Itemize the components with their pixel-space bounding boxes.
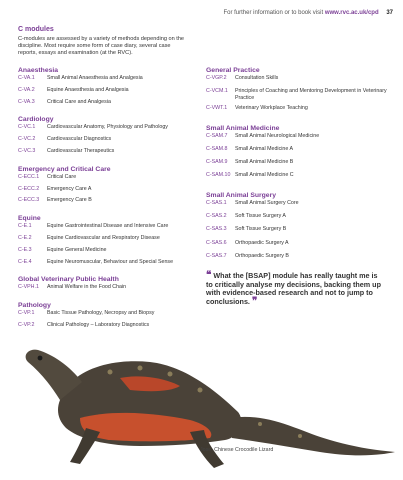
module-name: Critical Care and Analgesia [47,98,111,105]
module-row [206,200,391,213]
module-name: Soft Tissue Surgery A [235,213,286,220]
module-name: Veterinary Workplace Teaching [235,105,308,112]
module-name: Principles of Coaching and Mentoring Development in Veterinary Practice [235,88,387,101]
module-name: Soft Tissue Surgery B [235,226,287,233]
module-row [18,136,208,148]
module-name: Small Animal Medicine C [235,172,294,179]
module-code: C-E.2 [18,234,32,241]
module-row [18,174,208,186]
module-row [18,223,208,235]
module-code: C-E.1 [18,223,32,230]
section-title: Equine [18,215,41,223]
module-name: Equine Neuromuscular, Behaviour and Special Sense [47,258,174,265]
intro-title: C modules [18,26,54,33]
module-name: Emergency Care A [47,185,92,192]
module-row [206,75,391,88]
module-name: Consultation Skills [235,75,279,81]
lizard-spot [108,370,113,375]
lizard-spot [168,372,173,377]
module-row [206,88,391,105]
module-row [18,197,208,209]
intro-block [18,26,190,57]
module-code: C-SAS.6 [206,239,227,246]
module-code: C-VC.2 [18,136,36,143]
section-title: Global Veterinary Public Health [18,276,119,284]
module-name: Emergency Care B [47,197,92,204]
module-code: C-VWT.1 [206,105,228,112]
header-url-link[interactable]: www.rvc.ac.uk/cpd [324,10,379,16]
page-header [223,10,393,16]
module-code: C-E.3 [18,246,32,253]
module-row [206,240,391,253]
module-name: Equine Cardiovascular and Respiratory Disease [47,234,160,241]
module-code: C-ECC.3 [18,197,40,204]
module-name: Critical Care [47,173,77,180]
module-row [206,172,391,185]
lizard-spot [138,366,143,371]
module-row [18,124,208,136]
module-code: C-VGP.2 [206,75,227,81]
module-code: C-VC.3 [18,147,36,154]
module-code: C-SAM.9 [206,159,228,166]
module-name: Cardiovascular Anatomy, Physiology and Pathology [47,124,168,131]
module-code: C-SAS.2 [206,213,227,220]
module-row [206,226,391,239]
section-title: Pathology [18,302,51,310]
section-title: Cardiology [18,116,54,124]
module-code: C-E.4 [18,258,32,265]
module-code: C-VA.3 [18,98,35,105]
module-code: C-SAM.8 [206,145,228,152]
module-name: Small Animal Anaesthesia and Analgesia [47,75,143,81]
module-name: Small Animal Surgery Core [235,199,299,206]
module-name: Cardiovascular Therapeutics [47,147,115,154]
section-title: Emergency and Critical Care [18,165,111,173]
module-code: C-SAS.3 [206,226,227,233]
left-module-column [18,66,208,334]
lizard-spot [258,422,262,426]
module-row [206,253,391,266]
module-code: C-VC.1 [18,124,36,131]
module-code: C-ECC.1 [18,173,40,180]
module-code: C-SAM.7 [206,132,228,139]
module-code: C-VA.2 [18,86,35,93]
module-name: Equine General Medicine [47,246,107,253]
lizard-spot [298,434,302,438]
module-name: Cardiovascular Diagnostics [47,136,112,143]
module-name: Small Animal Medicine A [235,145,293,152]
module-row [18,87,208,99]
module-row [18,235,208,247]
module-name: Equine Anaesthesia and Analgesia [47,86,129,93]
module-row [18,148,208,160]
page-number: 37 [386,10,393,16]
module-row [18,284,208,296]
module-row [18,247,208,259]
module-code: C-VPH.1 [18,284,39,291]
lizard-spot [198,388,203,393]
module-row [18,259,208,271]
module-row [18,75,208,87]
right-module-column [206,66,391,266]
module-row [206,146,391,159]
module-row [18,186,208,198]
module-code: C-ECC.2 [18,185,40,192]
section-title: Small Animal Surgery [206,191,277,199]
module-row [206,133,391,146]
module-code: C-VP.1 [18,310,35,317]
section-title: General Practice [206,67,260,74]
module-row [206,213,391,226]
module-name: Equine Gastrointestinal Disease and Intensive Care [47,223,169,230]
module-code: C-VP.2 [18,321,35,328]
module-code: C-SAS.1 [206,199,227,206]
module-code: C-VA.1 [18,75,35,81]
quote-text: What the [BSAP] module has really taught me is to critically analyse my decisions, backing them up with evidence-based research and not to jump to conclusions. [206,271,381,306]
quote-close-mark: ❞ [251,295,258,307]
module-row [206,105,391,118]
quote-open-mark: ❝ [206,270,212,281]
module-name: Animal Welfare in the Food Chain [47,284,127,291]
intro-text: C-modules are assessed by a variety of methods depending on the discipline. Most require some form of case diary, several case reports, essays and examination (at the RVC). [18,36,185,56]
module-name: Small Animal Medicine B [235,159,294,166]
module-row [206,159,391,172]
lizard-eye [38,356,43,361]
section-title: Anaesthesia [18,67,59,74]
module-code: C-VCM.1 [206,88,228,95]
lizard-photo [0,300,403,480]
photo-caption: Jose, Chinese Crocodile Lizard [200,447,274,453]
module-name: Basic Tissue Pathology, Necropsy and Biopsy [47,310,155,317]
module-name: Small Animal Neurological Medicine [235,132,320,139]
module-name: Orthopaedic Surgery B [235,252,289,259]
module-name: Clinical Pathology – Laboratory Diagnostics [47,321,150,328]
module-code: C-SAS.7 [206,252,227,259]
header-prefix: For further information or to book visit [223,10,324,16]
module-name: Orthopaedic Surgery A [235,239,289,246]
section-title: Small Animal Medicine [206,124,280,132]
module-code: C-SAM.10 [206,172,231,179]
module-row [18,99,208,111]
